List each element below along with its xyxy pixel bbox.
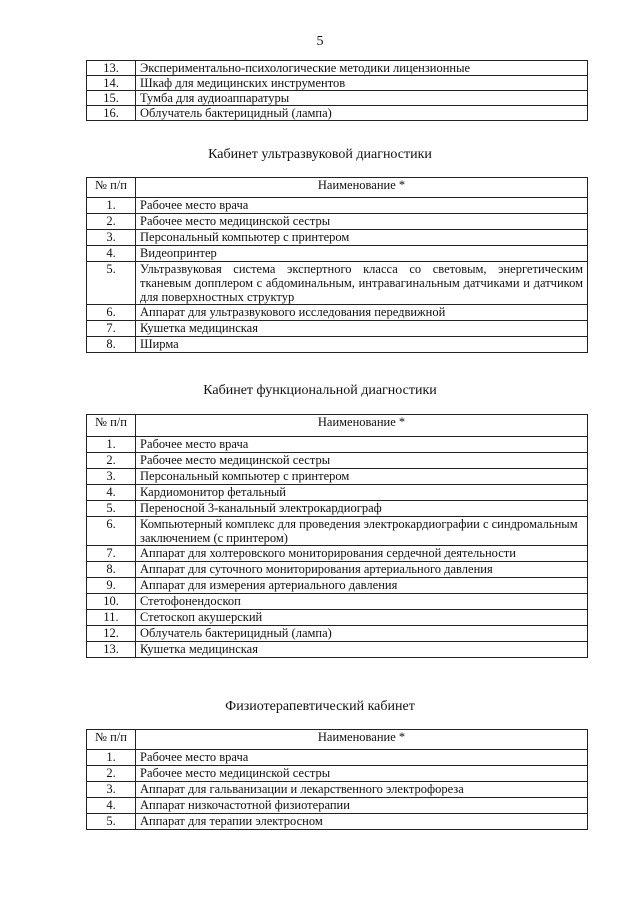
table-row — [87, 246, 588, 262]
table-row — [87, 214, 588, 230]
row-number: 14. — [87, 76, 136, 91]
row-name: Кушетка медицинская — [136, 321, 588, 337]
row-name: Рабочее место врача — [136, 437, 588, 453]
row-number: 16. — [87, 106, 136, 121]
continuation-table — [86, 60, 588, 121]
row-name: Видеопринтер — [136, 246, 588, 262]
row-number: 1. — [87, 437, 136, 453]
table-row — [87, 198, 588, 214]
header-name: Наименование * — [136, 730, 588, 750]
functional-table — [86, 414, 588, 658]
table-row — [87, 305, 588, 321]
row-number: 10. — [87, 594, 136, 610]
row-name: Персональный компьютер с принтером — [136, 230, 588, 246]
row-number: 6. — [87, 305, 136, 321]
table-row — [87, 782, 588, 798]
row-name: Шкаф для медицинских инструментов — [136, 76, 588, 91]
row-number: 3. — [87, 782, 136, 798]
row-name: Экспериментально-психологические методики лицензионные — [136, 61, 588, 76]
table-row — [87, 642, 588, 658]
row-number: 15. — [87, 91, 136, 106]
row-number: 12. — [87, 626, 136, 642]
table-row — [87, 337, 588, 353]
row-name: Ширма — [136, 337, 588, 353]
table-row — [87, 517, 588, 546]
table-row — [87, 546, 588, 562]
row-number: 2. — [87, 214, 136, 230]
table-header-row — [87, 730, 588, 750]
row-number: 4. — [87, 798, 136, 814]
table-row — [87, 230, 588, 246]
row-name: Аппарат для измерения артериального давления — [136, 578, 588, 594]
table-row — [87, 453, 588, 469]
row-name: Переносной 3-канальный электрокардиограф — [136, 501, 588, 517]
row-name: Кушетка медицинская — [136, 642, 588, 658]
table-row — [87, 91, 588, 106]
row-number: 13. — [87, 642, 136, 658]
header-number: № п/п — [87, 415, 136, 437]
row-name: Аппарат для ультразвукового исследования передвижной — [136, 305, 588, 321]
row-name: Тумба для аудиоаппаратуры — [136, 91, 588, 106]
table-row — [87, 76, 588, 91]
row-name: Облучатель бактерицидный (лампа) — [136, 626, 588, 642]
row-number: 4. — [87, 246, 136, 262]
row-name: Аппарат для суточного мониторирования артериального давления — [136, 562, 588, 578]
row-number: 1. — [87, 198, 136, 214]
row-number: 7. — [87, 321, 136, 337]
table-row — [87, 321, 588, 337]
row-name: Аппарат низкочастотной физиотерапии — [136, 798, 588, 814]
table-row — [87, 437, 588, 453]
row-number: 1. — [87, 750, 136, 766]
table-header-row — [87, 178, 588, 198]
table-row — [87, 61, 588, 76]
row-number: 11. — [87, 610, 136, 626]
row-name: Стетофонендоскоп — [136, 594, 588, 610]
row-number: 5. — [87, 501, 136, 517]
table-row — [87, 750, 588, 766]
row-number: 3. — [87, 230, 136, 246]
row-name: Рабочее место врача — [136, 750, 588, 766]
row-number: 8. — [87, 562, 136, 578]
header-number: № п/п — [87, 730, 136, 750]
table-row — [87, 562, 588, 578]
table-row — [87, 798, 588, 814]
header-name: Наименование * — [136, 178, 588, 198]
row-name: Персональный компьютер с принтером — [136, 469, 588, 485]
table-row — [87, 766, 588, 782]
ultrasound-table — [86, 177, 588, 353]
table-row — [87, 814, 588, 830]
table-header-row — [87, 415, 588, 437]
table-row — [87, 501, 588, 517]
row-name: Рабочее место медицинской сестры — [136, 214, 588, 230]
functional-table-body — [87, 437, 588, 658]
physio-table — [86, 729, 588, 830]
row-name: Компьютерный комплекс для проведения электрокардиографии с синдромальным заключением (с принтером) — [136, 517, 588, 546]
table-row — [87, 106, 588, 121]
row-number: 9. — [87, 578, 136, 594]
ultrasound-section-title: Кабинет ультразвуковой диагностики — [208, 147, 432, 162]
row-name: Облучатель бактерицидный (лампа) — [136, 106, 588, 121]
continuation-table-body — [87, 61, 588, 121]
page-number: 5 — [316, 34, 324, 49]
table-row — [87, 578, 588, 594]
row-number: 6. — [87, 517, 136, 546]
row-name: Кардиомонитор фетальный — [136, 485, 588, 501]
physio-section-title: Физиотерапевтический кабинет — [225, 699, 415, 714]
row-number: 2. — [87, 766, 136, 782]
table-row — [87, 485, 588, 501]
table-row — [87, 262, 588, 305]
row-number: 3. — [87, 469, 136, 485]
ultrasound-table-body — [87, 198, 588, 353]
header-name: Наименование * — [136, 415, 588, 437]
table-row — [87, 626, 588, 642]
row-number: 4. — [87, 485, 136, 501]
row-number: 5. — [87, 814, 136, 830]
row-number: 8. — [87, 337, 136, 353]
row-name: Аппарат для гальванизации и лекарственного электрофореза — [136, 782, 588, 798]
table-row — [87, 594, 588, 610]
row-name: Аппарат для терапии электросном — [136, 814, 588, 830]
row-number: 13. — [87, 61, 136, 76]
table-row — [87, 610, 588, 626]
header-number: № п/п — [87, 178, 136, 198]
functional-section-title: Кабинет функциональной диагностики — [203, 383, 437, 398]
table-row — [87, 469, 588, 485]
row-name: Рабочее место медицинской сестры — [136, 453, 588, 469]
row-name: Рабочее место медицинской сестры — [136, 766, 588, 782]
physio-table-body — [87, 750, 588, 830]
row-name: Рабочее место врача — [136, 198, 588, 214]
row-number: 2. — [87, 453, 136, 469]
row-name: Аппарат для холтеровского мониторирования сердечной деятельности — [136, 546, 588, 562]
row-name: Стетоскоп акушерский — [136, 610, 588, 626]
row-name: Ультразвуковая система экспертного класса со световым, энергетическим тканевым допплером с абдоминальным, интравагинальным датчиками и датчиком для поверхностных структур — [136, 262, 588, 305]
row-number: 5. — [87, 262, 136, 305]
row-number: 7. — [87, 546, 136, 562]
